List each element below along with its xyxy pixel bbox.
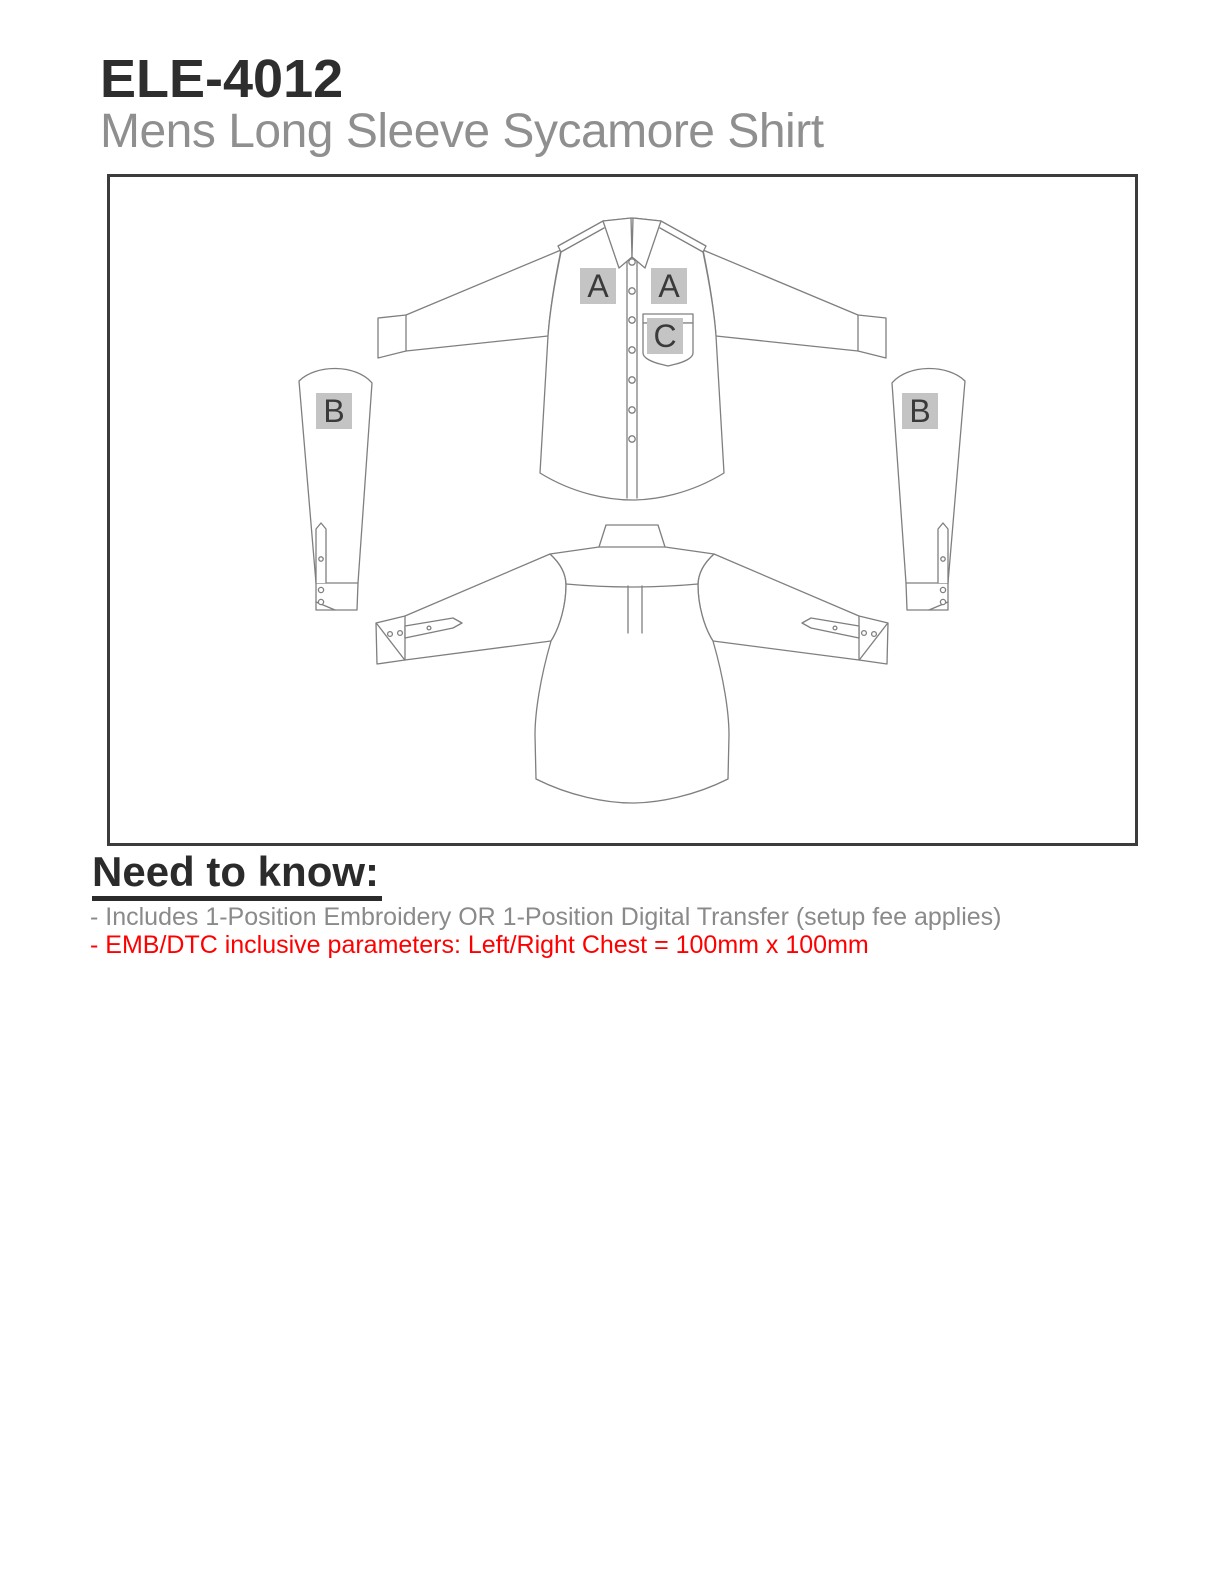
need-to-know-notes <box>90 903 1002 959</box>
marker-left-sleeve: B <box>323 393 345 429</box>
marker-chest-pocket: C <box>653 318 677 354</box>
note-decoration-parameters: - EMB/DTC inclusive parameters: Left/Right Chest = 100mm x 100mm <box>90 931 869 959</box>
back-body <box>535 525 729 803</box>
marker-front-right-chest: A <box>658 268 680 304</box>
diagram-panel <box>107 174 1138 846</box>
product-name: Mens Long Sleeve Sycamore Shirt <box>100 105 824 158</box>
back-view <box>376 525 888 803</box>
shirt-technical-drawing <box>110 177 1135 843</box>
back-sleeve-right <box>698 554 888 664</box>
product-code: ELE-4012 <box>100 49 344 109</box>
note-included-decoration: - Includes 1-Position Embroidery OR 1-Position Digital Transfer (setup fee applies) <box>90 903 1002 931</box>
need-to-know-heading: Need to know: <box>92 850 382 901</box>
front-sleeve-right <box>703 250 886 358</box>
marker-front-left-chest: A <box>587 268 609 304</box>
marker-right-sleeve: B <box>909 393 931 429</box>
front-view <box>378 218 886 500</box>
